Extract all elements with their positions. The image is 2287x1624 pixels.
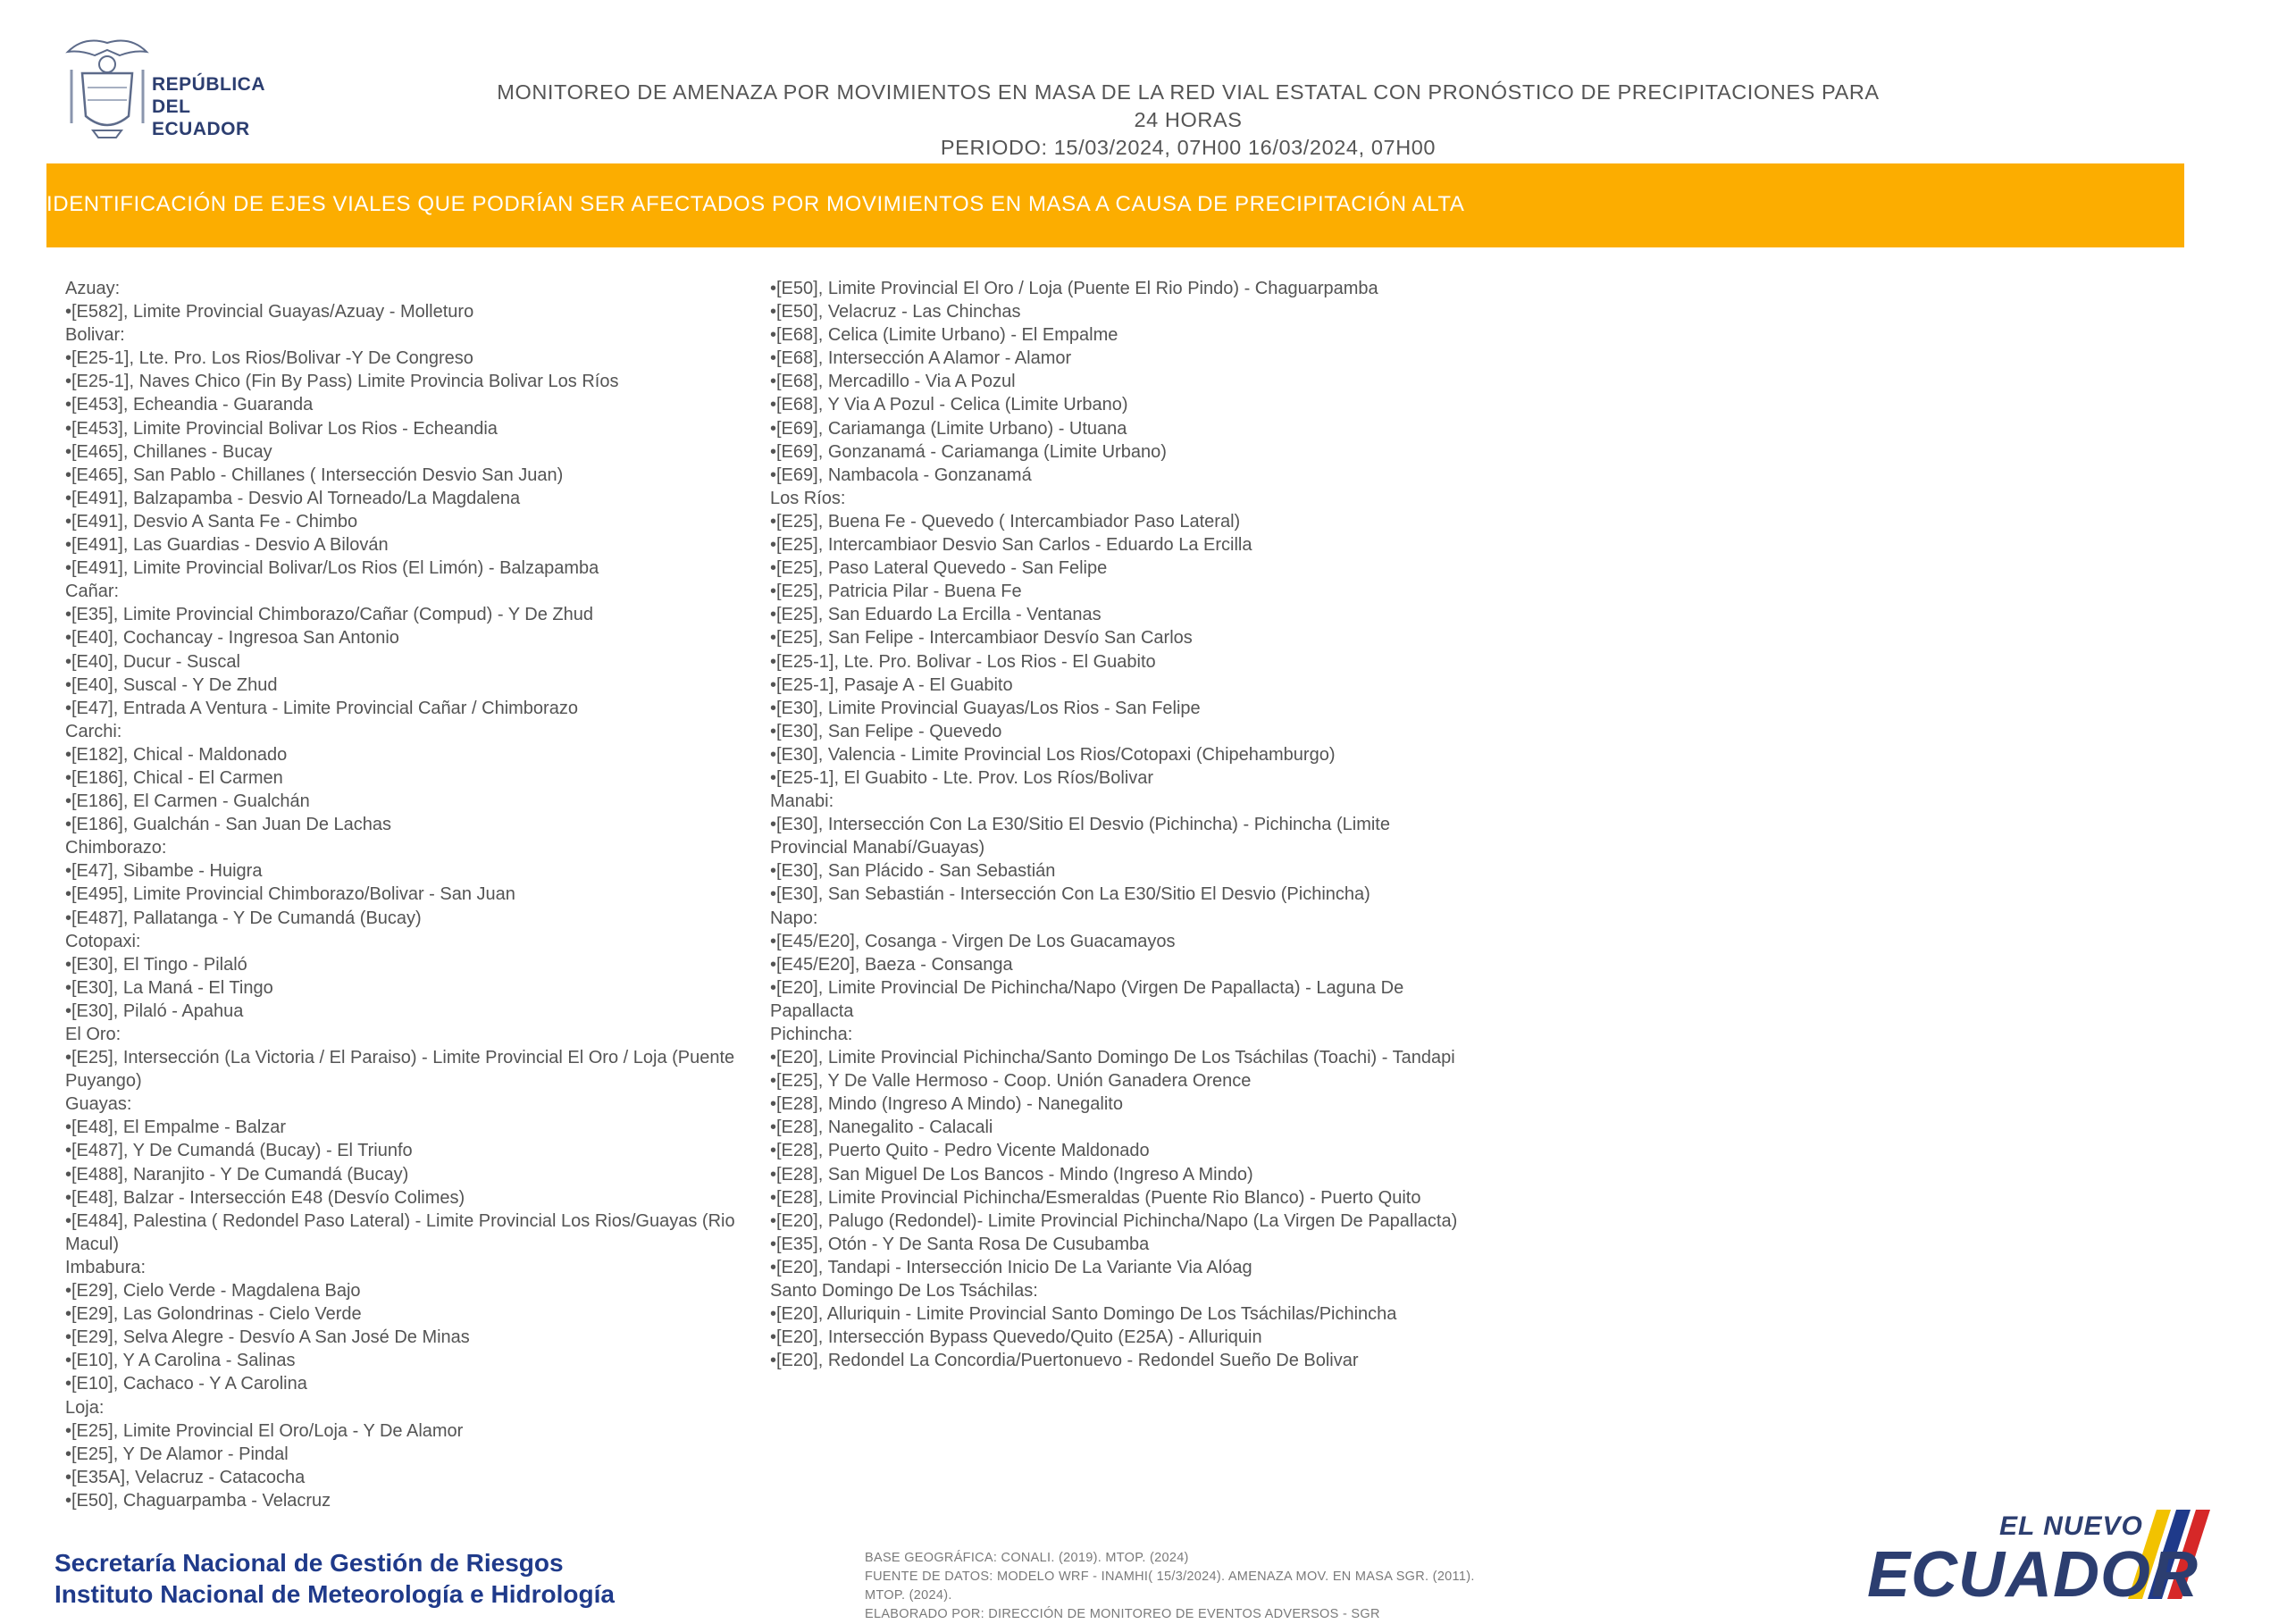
province-heading: Imbabura: — [65, 1257, 147, 1277]
road-item: •[E30], Limite Provincial Guayas/Los Rios - San Felipe — [770, 698, 1201, 718]
province-heading: Cotopaxi: — [65, 931, 141, 951]
road-item: •[E35A], Velacruz - Catacocha — [65, 1467, 306, 1487]
road-item: •[E10], Cachaco - Y A Carolina — [65, 1374, 307, 1394]
footer-organizations — [54, 1547, 615, 1610]
road-item: •[E186], Chical - El Carmen — [65, 767, 283, 788]
road-item: •[E69], Gonzanamá - Cariamanga (Limite Urbano) — [770, 441, 1167, 462]
road-item: •[E40], Suscal - Y De Zhud — [65, 674, 278, 695]
road-item: •[E35], Limite Provincial Chimborazo/Cañar (Compud) - Y De Zhud — [65, 605, 593, 625]
road-item: •[E20], Intersección Bypass Quevedo/Quito (E25A) - Alluriquin — [770, 1327, 1262, 1348]
road-item: •[E69], Cariamanga (Limite Urbano) - Utuana — [770, 418, 1127, 439]
road-item: •[E25], San Eduardo La Ercilla - Ventanas — [770, 605, 1102, 625]
province-heading: Chimborazo: — [65, 838, 167, 858]
road-item: •[E28], Limite Provincial Pichincha/Esmeraldas (Puente Rio Blanco) - Puerto Quito — [770, 1187, 1421, 1208]
road-item: •[E50], Limite Provincial El Oro / Loja (Puente El Rio Pindo) - Chaguarpamba — [770, 279, 1378, 298]
road-item: •[E29], Cielo Verde - Magdalena Bajo — [65, 1281, 361, 1302]
road-item: •[E488], Naranjito - Y De Cumandá (Bucay) — [65, 1164, 409, 1185]
logo-line-1: REPÚBLICA — [152, 74, 266, 95]
road-item: •[E68], Intersección A Alamor - Alamor — [770, 348, 1072, 369]
road-item: •[E28], Puerto Quito - Pedro Vicente Maldonado — [770, 1141, 1150, 1161]
road-item: •[E20], Tandapi - Intersección Inicio De La Variante Via Alóag — [770, 1257, 1252, 1277]
logo-line-2: DEL ECUADOR — [152, 96, 250, 139]
province-heading: Napo: — [770, 908, 818, 928]
province-heading: Cañar: — [65, 582, 120, 602]
road-item: •[E186], Gualchán - San Juan De Lachas — [65, 815, 392, 835]
road-item: •[E40], Ducur - Suscal — [65, 651, 240, 672]
road-item: •[E25], Limite Provincial El Oro/Loja - Y De Alamor — [65, 1420, 464, 1441]
road-item: •[E68], Y Via A Pozul - Celica (Limite Urbano) — [770, 395, 1128, 415]
province-heading: Guayas: — [65, 1094, 132, 1115]
road-item: •[E28], Mindo (Ingreso A Mindo) - Nanegalito — [770, 1094, 1123, 1115]
road-item: •[E186], El Carmen - Gualchán — [65, 791, 310, 812]
road-item: •[E48], Balzar - Intersección E48 (Desvío Colimes) — [65, 1187, 465, 1208]
road-item: •[E69], Nambacola - Gonzanamá — [770, 465, 1032, 485]
road-item: •[E30], San Sebastián - Intersección Con La E30/Sitio El Desvio (Pichincha) — [770, 884, 1370, 905]
road-item: •[E491], Balzapamba - Desvio Al Torneado/La Magdalena — [65, 488, 521, 508]
road-item: •[E35], Otón - Y De Santa Rosa De Cusubamba — [770, 1234, 1150, 1254]
road-item: •[E30], El Tingo - Pilaló — [65, 954, 247, 975]
org-inamhi: Instituto Nacional de Meteorología e Hidrología — [54, 1580, 615, 1608]
source-data: FUENTE DE DATOS: MODELO WRF - INAMHI( 15/3/2024). AMENAZA MOV. EN MASA SGR. (2011). MTOP. (2024). — [865, 1570, 1475, 1603]
road-item: •[E30], San Plácido - San Sebastián — [770, 861, 1056, 882]
road-item: •[E47], Sibambe - Huigra — [65, 861, 263, 882]
province-heading: Manabi: — [770, 791, 834, 812]
province-heading: Carchi: — [65, 721, 122, 741]
footer-sources — [865, 1549, 1508, 1624]
road-item: •[E25-1], Naves Chico (Fin By Pass) Limite Provincia Bolivar Los Ríos — [65, 372, 619, 392]
road-item: •[E40], Cochancay - Ingresoa San Antonio — [65, 628, 399, 649]
road-item: •[E68], Celica (Limite Urbano) - El Empalme — [770, 325, 1118, 346]
source-geographic: BASE GEOGRÁFICA: CONALI. (2019). MTOP. (2024) — [865, 1551, 1189, 1565]
road-item: •[E25], Buena Fe - Quevedo ( Intercambiador Paso Lateral) — [770, 511, 1241, 532]
road-item: •[E453], Limite Provincial Bolivar Los Rios - Echeandia — [65, 418, 498, 439]
road-item: •[E495], Limite Provincial Chimborazo/Bolivar - San Juan — [65, 884, 515, 905]
road-item: •[E25], Y De Valle Hermoso - Coop. Unión Ganadera Orence — [770, 1071, 1252, 1092]
province-heading: Azuay: — [65, 279, 121, 298]
section-banner — [46, 163, 2184, 247]
source-author: ELABORADO POR: DIRECCIÓN DE MONITOREO DE EVENTOS ADVERSOS - SGR — [865, 1607, 1380, 1621]
road-item: •[E582], Limite Provincial Guayas/Azuay - Molleturo — [65, 302, 474, 322]
road-item: •[E29], Selva Alegre - Desvío A San José De Minas — [65, 1327, 470, 1348]
road-item: •[E30], Pilaló - Apahua — [65, 1000, 244, 1021]
left-road-list — [65, 277, 771, 1512]
road-item: •[E20], Palugo (Redondel)- Limite Provincial Pichincha/Napo (La Virgen De Papallacta) — [770, 1210, 1458, 1231]
road-item: •[E48], El Empalme - Balzar — [65, 1118, 287, 1138]
road-item: •[E20], Limite Provincial De Pichincha/Napo (Virgen De Papallacta) - Laguna De Papallacta — [770, 977, 1404, 1021]
road-item: •[E50], Chaguarpamba - Velacruz — [65, 1490, 331, 1511]
province-heading: Los Ríos: — [770, 488, 846, 508]
road-item: •[E25-1], Pasaje A - El Guabito — [770, 674, 1013, 695]
road-item: •[E20], Alluriquin - Limite Provincial Santo Domingo De Los Tsáchilas/Pichincha — [770, 1304, 1397, 1325]
road-item: •[E47], Entrada A Ventura - Limite Provincial Cañar / Chimborazo — [65, 698, 578, 718]
road-item: •[E29], Las Golondrinas - Cielo Verde — [65, 1304, 362, 1325]
road-item: •[E28], Nanegalito - Calacali — [770, 1118, 993, 1138]
road-item: •[E465], Chillanes - Bucay — [65, 441, 272, 462]
road-item: •[E50], Velacruz - Las Chinchas — [770, 302, 1021, 322]
republica-logo — [57, 34, 289, 141]
road-item: •[E25], San Felipe - Intercambiaor Desvío San Carlos — [770, 628, 1193, 649]
road-item: •[E25-1], El Guabito - Lte. Prov. Los Ríos/Bolivar — [770, 767, 1154, 788]
road-item: •[E25], Y De Alamor - Pindal — [65, 1444, 289, 1464]
report-title: MONITOREO DE AMENAZA POR MOVIMIENTOS EN MASA DE LA RED VIAL ESTATAL CON PRONÓSTICO DE PRECIPITACIONES PARA 24 HORAS — [497, 80, 1880, 131]
report-header — [482, 79, 1894, 162]
province-heading: Loja: — [65, 1397, 105, 1418]
road-item: •[E30], Intersección Con La E30/Sitio El Desvio (Pichincha) - Pichincha (Limite Provincial Manabí/Guayas) — [770, 815, 1390, 858]
road-item: •[E487], Pallatanga - Y De Cumandá (Bucay) — [65, 908, 422, 928]
road-item: •[E28], San Miguel De Los Bancos - Mindo (Ingreso A Mindo) — [770, 1164, 1253, 1185]
road-item: •[E484], Palestina ( Redondel Paso Lateral) - Limite Provincial Los Rios/Guayas (Rio Macul) — [65, 1210, 735, 1254]
road-item: •[E453], Echeandia - Guaranda — [65, 395, 314, 415]
road-item: •[E30], Valencia - Limite Provincial Los Rios/Cotopaxi (Chipehamburgo) — [770, 744, 1336, 765]
report-period: PERIODO: 15/03/2024, 07H00 16/03/2024, 07H00 — [940, 136, 1437, 159]
road-item: •[E25-1], Lte. Pro. Los Rios/Bolivar -Y De Congreso — [65, 348, 473, 369]
coat-of-arms-icon — [57, 34, 157, 141]
road-item: •[E182], Chical - Maldonado — [65, 744, 288, 765]
road-item: •[E491], Limite Provincial Bolivar/Los Rios (El Limón) - Balzapamba — [65, 558, 599, 579]
road-item: •[E25-1], Lte. Pro. Bolivar - Los Rios - El Guabito — [770, 651, 1156, 672]
province-heading: Bolivar: — [65, 325, 125, 346]
road-item: •[E10], Y A Carolina - Salinas — [65, 1351, 296, 1371]
province-heading: El Oro: — [65, 1025, 121, 1044]
province-heading: Santo Domingo De Los Tsáchilas: — [770, 1281, 1038, 1302]
road-item: •[E487], Y De Cumandá (Bucay) - El Triunfo — [65, 1141, 413, 1161]
brand-main-text: ECUADOR — [1867, 1539, 2199, 1611]
road-item: •[E30], La Maná - El Tingo — [65, 977, 273, 998]
road-item: •[E20], Redondel La Concordia/Puertonuevo - Redondel Sueño De Bolivar — [770, 1351, 1359, 1371]
brand-top-text: EL NUEVO — [1999, 1511, 2143, 1541]
province-heading: Pichincha: — [770, 1025, 853, 1044]
el-nuevo-ecuador-logo — [1858, 1492, 2233, 1611]
right-road-list — [770, 277, 1458, 1372]
road-item: •[E20], Limite Provincial Pichincha/Santo Domingo De Los Tsáchilas (Toachi) - Tandapi — [770, 1048, 1455, 1068]
road-item: •[E25], Paso Lateral Quevedo - San Felipe — [770, 558, 1108, 579]
road-item: •[E45/E20], Cosanga - Virgen De Los Guacamayos — [770, 931, 1176, 951]
road-item: •[E45/E20], Baeza - Consanga — [770, 954, 1013, 975]
road-item: •[E25], Intersección (La Victoria / El Paraiso) - Limite Provincial El Oro / Loja (Puente Puyango) — [65, 1048, 735, 1092]
road-item: •[E465], San Pablo - Chillanes ( Intersección Desvio San Juan) — [65, 465, 564, 485]
banner-text: IDENTIFICACIÓN DE EJES VIALES QUE PODRÍAN SER AFECTADOS POR MOVIMIENTOS EN MASA A CAUSA DE PRECIPITACIÓN ALTA — [46, 192, 1465, 216]
org-sgr: Secretaría Nacional de Gestión de Riesgos — [54, 1549, 564, 1577]
road-item: •[E491], Desvio A Santa Fe - Chimbo — [65, 511, 358, 532]
road-item: •[E491], Las Guardias - Desvio A Bilován — [65, 535, 389, 556]
road-item: •[E68], Mercadillo - Via A Pozul — [770, 372, 1016, 392]
road-item: •[E30], San Felipe - Quevedo — [770, 721, 1002, 741]
road-item: •[E25], Intercambiaor Desvio San Carlos - Eduardo La Ercilla — [770, 535, 1252, 556]
road-item: •[E25], Patricia Pilar - Buena Fe — [770, 582, 1022, 602]
